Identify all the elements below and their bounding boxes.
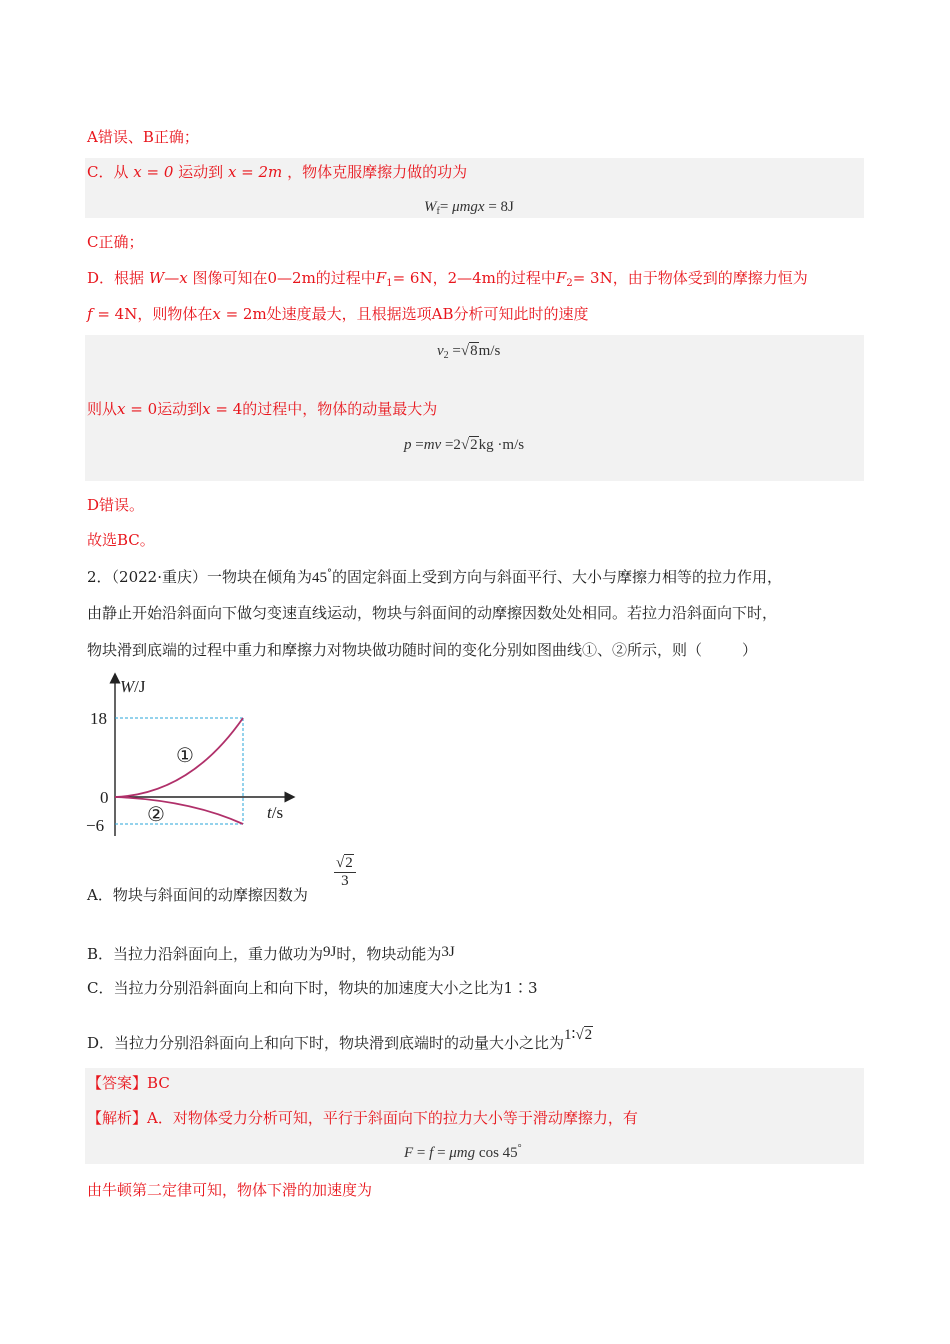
text: = 6N，2—4m的过程中 (392, 269, 556, 287)
question-line-1 (87, 563, 782, 589)
option-c: C．当拉力分别沿斜面向上和向下时，物块的加速度大小之比为1∶3 (87, 979, 538, 997)
equation-momentum (404, 434, 524, 456)
tick-label-18: 18 (90, 709, 107, 728)
text: 则从 (87, 400, 118, 418)
unit: kg ·m/s (478, 437, 525, 453)
sqrt-sign: √ (460, 437, 470, 453)
math: v (437, 343, 444, 359)
math: p (404, 437, 412, 453)
ratio (564, 1026, 593, 1043)
explanation-line (87, 1107, 638, 1129)
subscript: 1 (386, 278, 393, 289)
subscript: f (436, 206, 440, 217)
fraction-denominator: 3 (341, 873, 349, 889)
math: x = 0 (133, 163, 174, 181)
text: = 2m处速度最大，且根据选项AB分析可知此时的速度 (220, 305, 589, 323)
tick-label-neg6: −6 (86, 816, 105, 835)
curve-1-label: ① (176, 743, 194, 767)
sqrt-sign: √ (575, 1027, 584, 1043)
math: mv (423, 437, 442, 453)
explanation-label: 【解析】 (87, 1109, 148, 1127)
question-line-2: 由静止开始沿斜面向下做匀变速直线运动，物块与斜面间的动摩擦因数处处相同。若拉力沿斜面向下时， (87, 604, 778, 622)
text: 2．（2022·重庆）一物块在倾角为 (87, 568, 312, 586)
math: x (202, 400, 211, 418)
y-axis-label: W/J (120, 677, 146, 696)
text: B．当拉力沿斜面向上，重力做功为 (87, 945, 324, 963)
text: = 4N，则物体在 (92, 305, 213, 323)
math: W—x (148, 269, 188, 287)
math: f (87, 305, 93, 323)
solution-line-d1 (87, 267, 808, 295)
question-line-3 (87, 639, 757, 661)
x-axis-label: t/s (267, 803, 284, 822)
math: μmg (449, 1145, 476, 1161)
subscript: 2 (566, 278, 573, 289)
math: cos 45 (475, 1145, 518, 1161)
equation-velocity (437, 340, 500, 367)
solution-line-ab: A错误、B正确； (87, 128, 199, 146)
radicand: 8 (470, 343, 478, 359)
solution-conclusion: 故选BC。 (87, 531, 155, 549)
math: x = 2m (227, 163, 283, 181)
option-a-fraction (334, 855, 356, 890)
fraction-numerator (334, 855, 356, 873)
value: 3J (441, 944, 455, 960)
answer-line (87, 1072, 170, 1094)
unit: m/s (478, 343, 501, 359)
text: D．根据 (87, 269, 145, 287)
math: F (404, 1145, 414, 1161)
text: 的固定斜面上受到方向与斜面平行、大小与摩擦力相等的拉力作用， (332, 568, 783, 586)
sqrt-sign: √ (336, 855, 345, 871)
newton-law-line: 由牛顿第二定律可知，物体下滑的加速度为 (87, 1181, 373, 1199)
explanation-text: A．对物体受力分析可知，平行于斜面向下的拉力大小等于滑动摩擦力，有 (147, 1109, 638, 1127)
text: 运动到 (178, 163, 224, 181)
curve-2-label: ② (147, 802, 165, 826)
solution-line-c-correct: C正确； (87, 233, 144, 251)
solution-line-d2 (87, 303, 589, 325)
text: = 0运动到 (125, 400, 203, 418)
ratio-prefix: 1∶ (564, 1027, 576, 1043)
math: x (117, 400, 126, 418)
text: ） (742, 641, 758, 659)
solution-line-c (87, 161, 467, 183)
math: = 8J (484, 199, 514, 215)
text: ，物体克服摩擦力做的功为 (287, 163, 468, 181)
text: 物块滑到底端的过程中重力和摩擦力对物块做功随时间的变化分别如图曲线①、②所示，则（ (87, 641, 703, 659)
solution-line-d3 (87, 398, 437, 420)
math: = (411, 437, 424, 453)
equation-work-friction (424, 196, 514, 223)
text: 图像可知在0—2m的过程中 (192, 269, 376, 287)
angle-value: 45 (312, 570, 327, 586)
text: C．从 (87, 163, 129, 181)
solution-line-d-wrong: D错误。 (87, 496, 145, 514)
tick-label-0: 0 (100, 788, 109, 807)
work-time-graph (80, 672, 300, 842)
math: F (375, 269, 387, 287)
degree-sign: ° (327, 568, 332, 579)
radicand: 2 (470, 437, 478, 453)
option-d (87, 1024, 593, 1054)
answer-label: 【答案】 (87, 1074, 148, 1092)
radicand: 2 (584, 1027, 593, 1043)
value: 9J (323, 944, 337, 960)
curve-2 (115, 797, 243, 824)
text: = 4的过程中，物体的动量最大为 (210, 400, 438, 418)
subscript: 2 (443, 350, 449, 361)
text: 时，物块动能为 (336, 945, 442, 963)
text: = 3N，由于物体受到的摩擦力恒为 (572, 269, 808, 287)
math: W (424, 199, 437, 215)
text: D．当拉力分别沿斜面向上和向下时，物块滑到底端时的动量大小之比为 (87, 1034, 565, 1052)
math: = (439, 199, 453, 215)
answer-value: BC (147, 1074, 170, 1092)
option-a: A．物块与斜面间的动摩擦因数为 (87, 886, 308, 904)
equation-force (404, 1138, 522, 1164)
math: = (433, 1145, 450, 1161)
math: = (413, 1145, 430, 1161)
math: x (212, 305, 221, 323)
math: f (429, 1145, 434, 1161)
radicand: 2 (345, 855, 353, 871)
math: =2 (441, 437, 461, 453)
sqrt-sign: √ (460, 343, 470, 359)
math: F (555, 269, 567, 287)
math: = (448, 343, 461, 359)
math: μmgx (452, 199, 485, 215)
degree-sign: ° (517, 1143, 522, 1154)
option-b (87, 941, 455, 965)
